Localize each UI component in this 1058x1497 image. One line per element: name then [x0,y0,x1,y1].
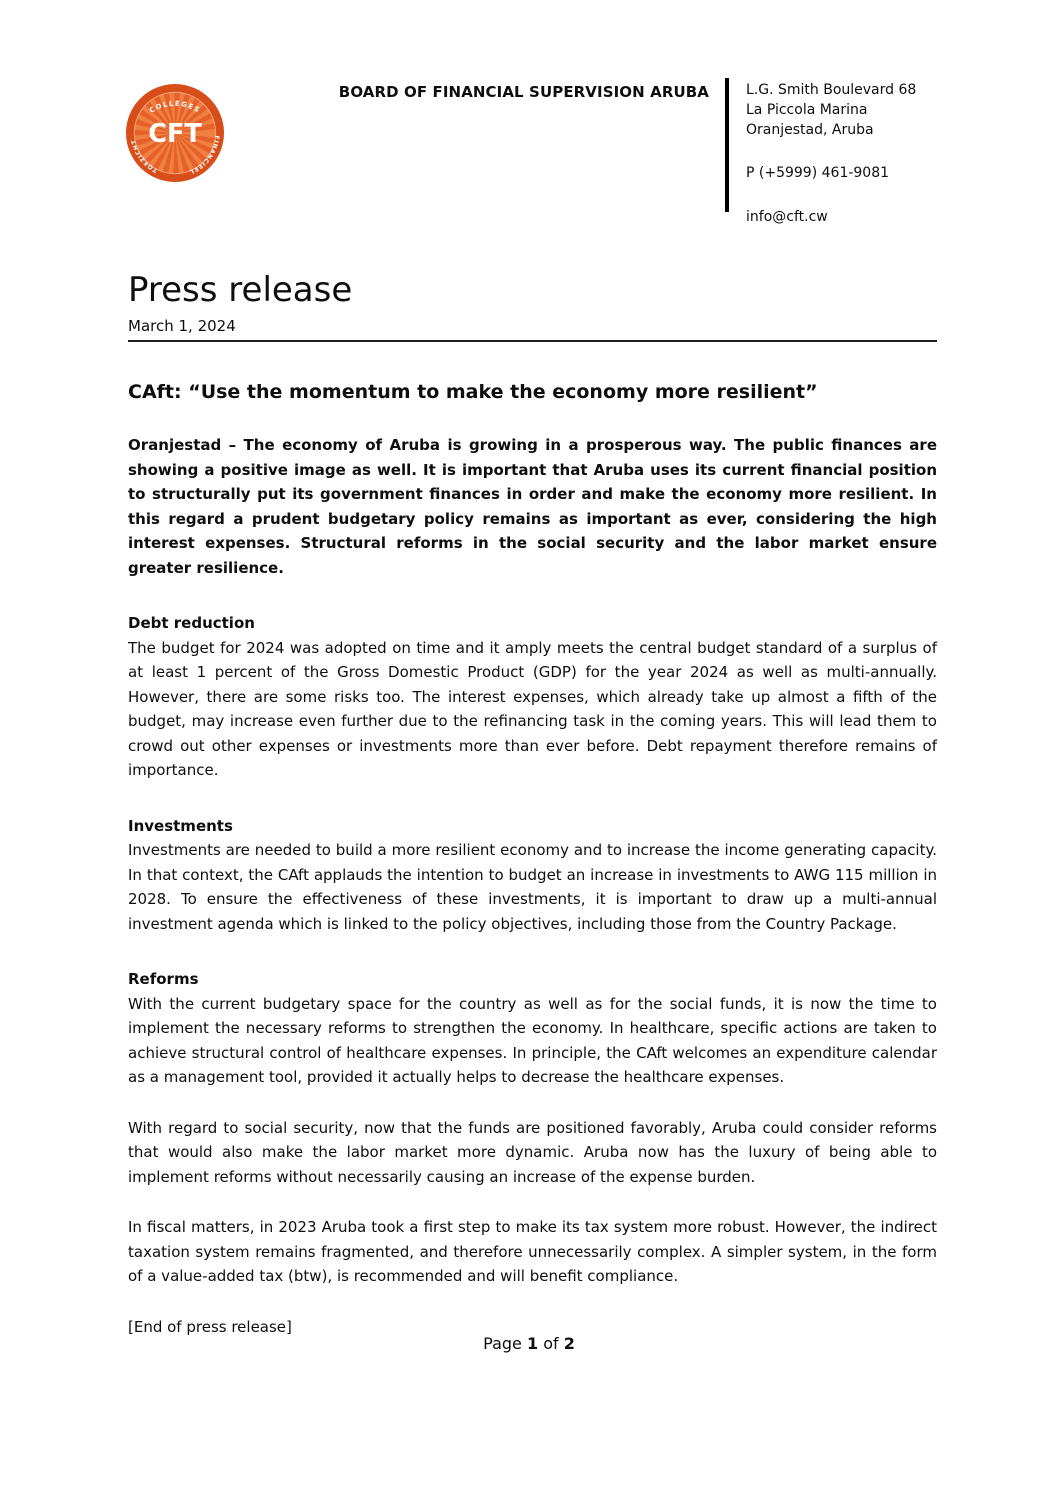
section-heading-debt-reduction: Debt reduction [128,614,255,632]
title-rule [128,340,937,342]
paragraph: Investments are needed to build a more resilient economy and to increase the income generating capacity. In that context, the CAft applauds the intention to budget an increase in investments to AWG 115 million in 2028. To ensure the effectiveness of these investments, it is important to draw up a multi-annual investment agenda which is linked to the policy objectives, including those from the Country Package. [128,841,937,933]
email-address: info@cft.cw [746,209,828,225]
lead-paragraph: Oranjestad – The economy of Aruba is growing in a prosperous way. The public finances are showing a positive image as well. It is important that Aruba uses its current financial position to structurally put its government finances in order and make the economy more resilient. In this regard a prudent budgetary policy remains as important as ever, considering the high interest expenses. Structural reforms in the social security and the labor market ensure greater resilience. [128,436,937,577]
page-label: Page [483,1334,527,1353]
paragraph: In fiscal matters, in 2023 Aruba took a first step to make its tax system more robust. However, the indirect taxation system remains fragmented, and therefore unnecessarily complex. A simpler system, in the form of a value-added tax (btw), is recommended and will benefit compliance. [128,1218,937,1285]
logo-ring-text-right: FINANCIEEL [187,134,220,175]
letterhead [126,78,942,227]
page-number-total: 2 [563,1334,575,1353]
section-heading-reforms: Reforms [128,970,199,988]
document-body [128,270,937,1336]
paragraph: The budget for 2024 was adopted on time and it amply meets the central budget standard of a surplus of at least 1 percent of the Gross Domestic Product (GDP) for the year 2024 as well as multi-annually. However, there are some risks too. The interest expenses, which already take up almost a fifth of the budget, may increase even further due to the refinancing task in the coming years. This will lead them to crowd out other expenses or investments more than ever before. Debt repayment therefore remains of importance. [128,638,937,779]
paragraph: With the current budgetary space for the country as well as for the social funds, it is now the time to implement the necessary reforms to strengthen the economy. In healthcare, specific actions are taken to achieve structural control of healthcare expenses. In principle, the CAft welcomes an expenditure calendar as a management tool, provided it actually helps to decrease the healthcare expenses. [128,994,937,1086]
paragraph: With regard to social security, now that the funds are positioned favorably, Aruba could consider reforms that would also make the labor market more dynamic. Aruba now has the luxury of being able to implement reforms without necessarily causing an increase of the expense burden. [128,1118,937,1186]
document-title: Press release [128,270,353,310]
headline: CAft: “Use the momentum to make the economy more resilient” [128,381,818,403]
address-line: L.G. Smith Boulevard 68 [746,82,917,98]
phone-number: P (+5999) 461-9081 [746,165,890,181]
contact-block [729,78,942,227]
logo-center-text: CFT [148,118,202,149]
address-line: Oranjestad, Aruba [746,122,874,138]
page-footer [0,1334,1058,1353]
organization-title: BOARD OF FINANCIAL SUPERVISION ARUBA [338,83,709,101]
address-line: La Piccola Marina [746,102,868,118]
page-number-current: 1 [526,1334,539,1353]
section-heading-investments: Investments [128,816,233,835]
logo-ring-text-left: TOEZICHT [131,138,159,173]
document-date: March 1, 2024 [128,317,236,335]
cft-logo-icon [126,84,224,182]
page-of-label: of [538,1334,564,1353]
end-of-release-note: [End of press release] [128,1317,292,1336]
logo-ring-text-top: COLLEGES [148,99,202,115]
